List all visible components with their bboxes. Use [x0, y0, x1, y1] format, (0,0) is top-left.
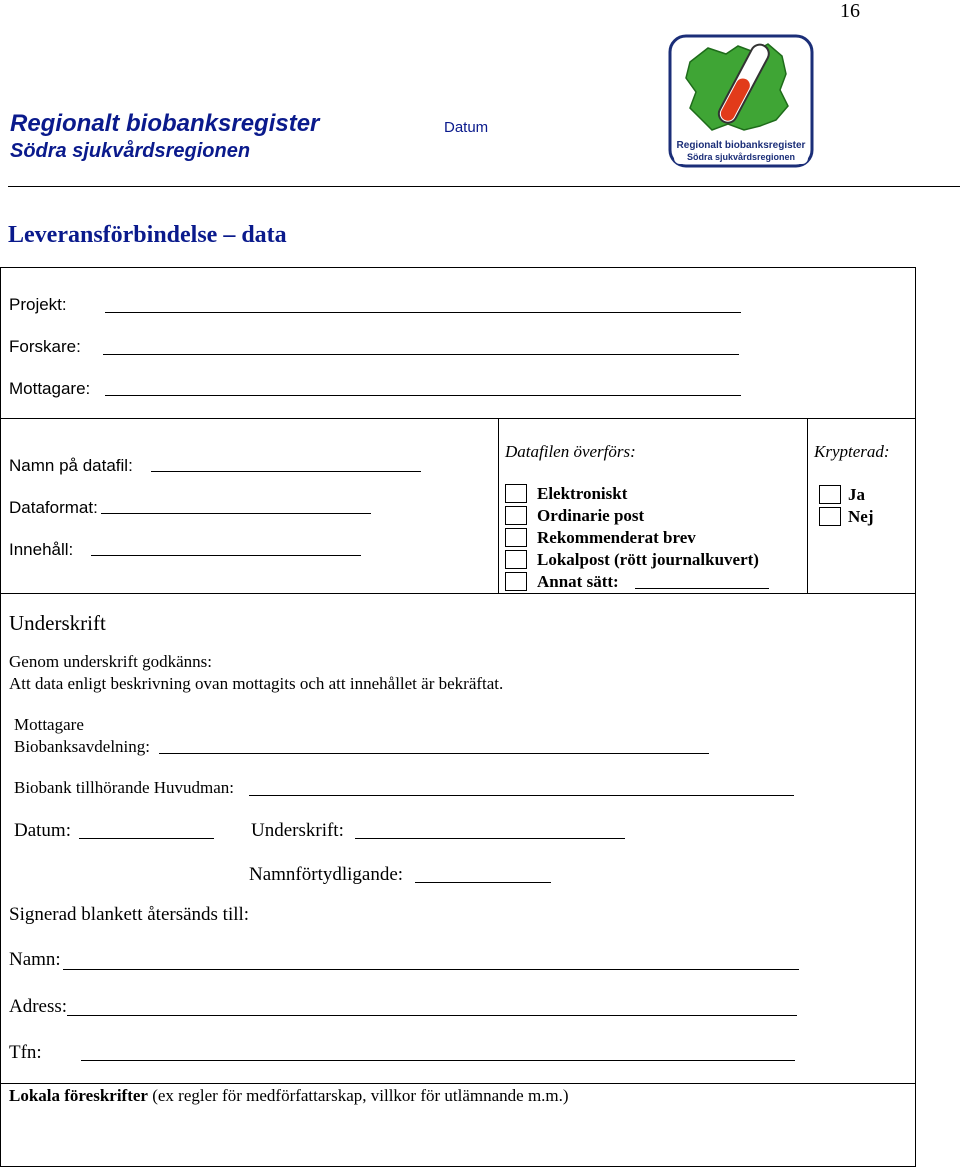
project-label: Projekt:	[9, 295, 67, 314]
section-divider	[1, 418, 916, 419]
content-label: Innehåll:	[9, 540, 74, 559]
return-address-label: Adress:	[9, 996, 68, 1017]
encryption-no-checkbox[interactable]	[819, 507, 841, 526]
principal-field[interactable]	[249, 795, 794, 796]
transfer-other-checkbox[interactable]	[505, 572, 527, 591]
department-field[interactable]	[159, 753, 709, 754]
name-clarification-field[interactable]	[415, 882, 551, 883]
header-divider	[8, 186, 960, 187]
local-rules-description: (ex regler för medförfattarskap, villkor för utlämnande m.m.)	[147, 1086, 569, 1105]
transfer-other-field[interactable]	[635, 588, 769, 589]
section-divider	[1, 593, 916, 594]
transfer-option-label: Annat sätt:	[537, 572, 619, 591]
page-number: 16	[840, 0, 860, 22]
encryption-option-label: Ja	[848, 485, 865, 504]
return-name-label: Namn:	[9, 949, 61, 970]
transfer-option-label: Rekommenderat brev	[537, 528, 696, 547]
return-phone-field[interactable]	[81, 1060, 795, 1061]
transfer-regular-mail-checkbox[interactable]	[505, 506, 527, 525]
signature-label: Underskrift:	[251, 820, 344, 841]
return-address-field[interactable]	[67, 1015, 797, 1016]
column-divider	[498, 418, 499, 593]
logo-text-line1: Regionalt biobanksregister	[676, 140, 806, 151]
dataformat-label: Dataformat:	[9, 498, 98, 517]
date-field[interactable]	[79, 838, 214, 839]
column-divider	[807, 418, 808, 593]
transfer-option-label: Elektroniskt	[537, 484, 628, 503]
encryption-option-label: Nej	[848, 507, 874, 526]
return-label: Signerad blankett återsänds till:	[9, 904, 250, 925]
biobank-logo	[668, 34, 814, 168]
local-rules-field[interactable]	[9, 1110, 907, 1160]
content-field[interactable]	[91, 555, 361, 556]
researcher-label: Forskare:	[9, 337, 81, 356]
filename-label: Namn på datafil:	[9, 456, 133, 475]
transfer-local-post-checkbox[interactable]	[505, 550, 527, 569]
transfer-option-label: Ordinarie post	[537, 506, 645, 525]
recipient-heading: Mottagare	[14, 715, 84, 734]
date-label: Datum:	[14, 820, 71, 841]
return-phone-label: Tfn:	[9, 1042, 42, 1063]
signature-heading: Underskrift	[9, 611, 106, 635]
form-box	[0, 267, 916, 1167]
section-divider	[1, 1083, 916, 1084]
recipient-field[interactable]	[105, 395, 741, 396]
filename-field[interactable]	[151, 471, 421, 472]
name-clarification-label: Namnförtydligande:	[249, 864, 404, 885]
local-rules-label: Lokala föreskrifter	[9, 1086, 148, 1105]
encryption-yes-checkbox[interactable]	[819, 485, 841, 504]
signature-intro-line2: Att data enligt beskrivning ovan mottagits och att innehållet är bekräftat.	[9, 674, 504, 693]
transfer-registered-mail-checkbox[interactable]	[505, 528, 527, 547]
logo-text-line2: Södra sjukvårdsregionen	[686, 152, 796, 162]
signature-field[interactable]	[355, 838, 625, 839]
signature-intro-line1: Genom underskrift godkänns:	[9, 652, 213, 671]
dataformat-field[interactable]	[101, 513, 371, 514]
department-label: Biobanksavdelning:	[14, 737, 150, 756]
return-name-field[interactable]	[63, 969, 799, 970]
header-title: Regionalt biobanksregister	[10, 110, 320, 137]
researcher-field[interactable]	[103, 354, 739, 355]
recipient-label: Mottagare:	[9, 379, 91, 398]
encryption-heading: Krypterad:	[814, 442, 890, 461]
header-date-label: Datum	[444, 119, 489, 136]
transfer-electronic-checkbox[interactable]	[505, 484, 527, 503]
project-field[interactable]	[105, 312, 741, 313]
header-subtitle: Södra sjukvårdsregionen	[10, 140, 251, 162]
local-rules-text	[9, 1086, 569, 1106]
document-title: Leveransförbindelse – data	[8, 222, 287, 248]
principal-label: Biobank tillhörande Huvudman:	[14, 778, 235, 797]
transfer-heading: Datafilen överförs:	[505, 442, 636, 461]
transfer-option-label: Lokalpost (rött journalkuvert)	[537, 550, 759, 569]
